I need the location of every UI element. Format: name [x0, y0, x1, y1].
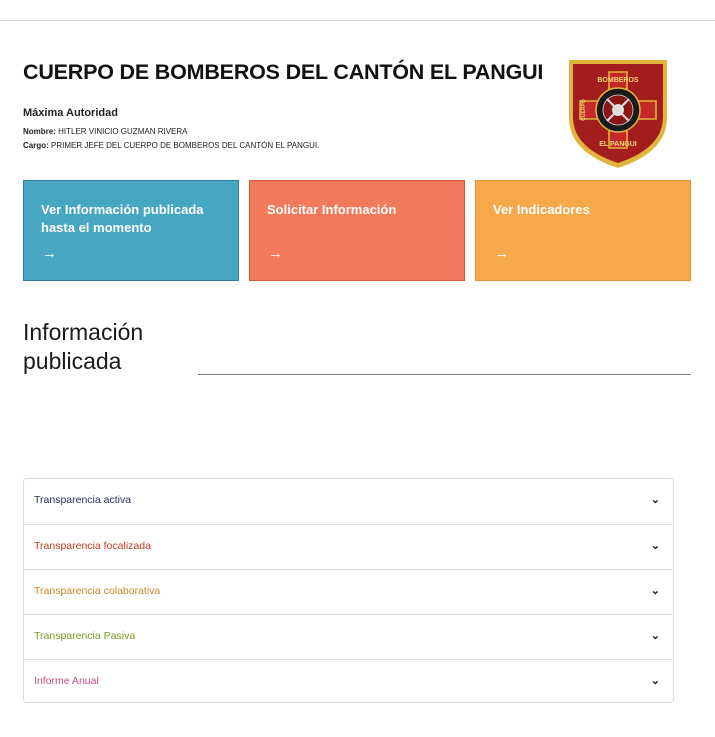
- action-cards: [23, 180, 692, 282]
- name-label: Nombre:: [23, 127, 56, 136]
- accordion-item-label: Transparencia colaborativa: [34, 585, 161, 597]
- accordion-item-label: Informe Anual: [34, 675, 99, 687]
- chevron-down-icon: ⌄: [650, 630, 660, 642]
- accordion-item-label: Transparencia Pasiva: [34, 630, 136, 642]
- authority-name: [23, 127, 187, 136]
- emblem-side-text: CUERPO: [581, 99, 587, 121]
- transparency-accordion: [23, 478, 674, 703]
- arrow-right-icon: →: [42, 245, 57, 262]
- chevron-down-icon: ⌄: [650, 675, 660, 687]
- role-value: PRIMER JEFE DEL CUERPO DE BOMBEROS DEL CANTÓN EL PANGUI.: [51, 141, 320, 150]
- chevron-down-icon: ⌄: [650, 585, 660, 597]
- published-info-label: Ver Información publicada hasta el momento: [41, 202, 204, 235]
- arrow-right-icon: →: [494, 245, 509, 262]
- role-label: Cargo:: [23, 141, 49, 150]
- request-info-label: Solicitar Información: [267, 202, 397, 217]
- accordion-item-label: Transparencia activa: [34, 494, 132, 506]
- accordion-item-transparencia-focalizada[interactable]: [24, 524, 673, 569]
- emblem-bottom-text: EL PANGUI: [599, 141, 637, 148]
- section-divider: [198, 374, 691, 375]
- published-info-card[interactable]: [23, 180, 239, 281]
- top-divider: [0, 20, 715, 21]
- chevron-down-icon: ⌄: [650, 494, 660, 506]
- fire-department-shield-emblem: [563, 56, 673, 170]
- accordion-item-transparencia-colaborativa[interactable]: [24, 569, 673, 614]
- indicators-card[interactable]: [475, 180, 691, 281]
- arrow-right-icon: →: [268, 245, 283, 262]
- accordion-item-label: Transparencia focalizada: [34, 540, 151, 552]
- accordion-item-transparencia-activa[interactable]: [24, 479, 673, 524]
- accordion-item-informe-anual[interactable]: [24, 659, 673, 704]
- accordion-item-transparencia-pasiva[interactable]: [24, 614, 673, 659]
- request-info-card[interactable]: [249, 180, 465, 281]
- section-title: Información publicada: [23, 319, 144, 374]
- chevron-down-icon: ⌄: [650, 540, 660, 552]
- indicators-label: Ver Indicadores: [493, 202, 590, 217]
- authority-role: [23, 141, 319, 150]
- name-value: HITLER VINICIO GUZMAN RIVERA: [58, 127, 188, 136]
- emblem-top-text: BOMBEROS: [597, 77, 639, 84]
- authority-heading: Máxima Autoridad: [23, 107, 118, 119]
- page-title: CUERPO DE BOMBEROS DEL CANTÓN EL PANGUI: [23, 60, 544, 84]
